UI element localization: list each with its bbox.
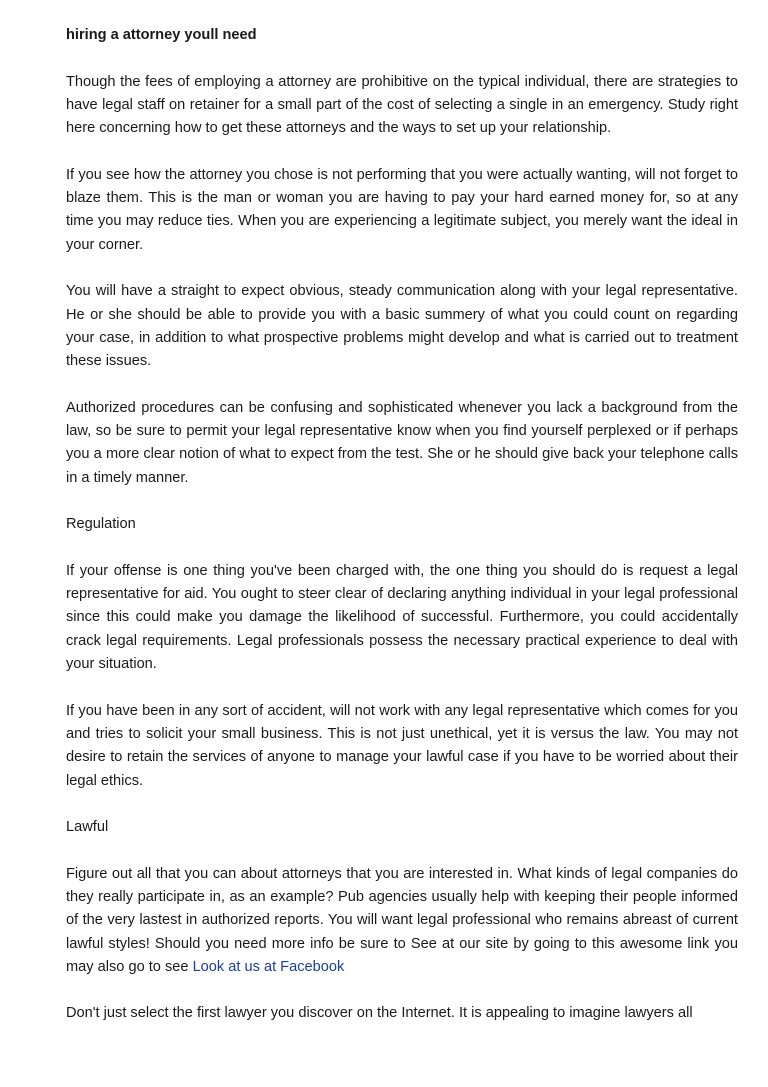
paragraph-fees: Though the fees of employing a attorney are prohibitive on the typical individual, there are strategies to have legal staff on retainer for a small part of the cost of selecting a single in an emergency. Study right here concerning how to get these attorneys and the ways to set up your relationship. — [66, 73, 738, 137]
paragraph-research-text: Figure out all that you can about attorneys that you are interested in. What kinds of legal companies do they really participate in, as an example? Pub agencies usually help with keeping their people informed of the very lastest in authorized reports. You will want legal professional who remains abreast of current lawful styles! Should you need more info be sure to See at our site by going to this awesome link you may also go to see — [66, 865, 738, 975]
spacer — [66, 373, 738, 396]
paragraph-procedures: Authorized procedures can be confusing and sophisticated whenever you lack a background from the law, so be sure to permit your legal representative know when you find yourself perplexed or if perhaps you a more clear notion of what to expect from the test. She or he should give back your telephone calls in a timely manner. — [66, 399, 738, 486]
spacer — [66, 490, 738, 513]
document-title: hiring a attorney youll need — [66, 27, 257, 43]
spacer — [66, 47, 738, 70]
spacer — [66, 140, 738, 163]
facebook-link[interactable]: Look at us at Facebook — [192, 958, 345, 975]
section-heading-regulation: Regulation — [66, 516, 136, 533]
paragraph-offense: If your offense is one thing you've been charged with, the one thing you should do is request a legal representative for aid. You ought to steer clear of declaring anything individual in your legal professional since this could make you damage the likelihood of successful. Furthermore, you could accidentally crack legal requirements. Legal professionals possess the necessary practical experience to deal with your situation. — [66, 562, 738, 673]
spacer — [66, 257, 738, 280]
section-heading-lawful: Lawful — [66, 819, 109, 836]
document-page — [66, 0, 738, 1026]
spacer — [66, 839, 738, 862]
spacer — [66, 979, 738, 1002]
paragraph-communication: You will have a straight to expect obvious, steady communication along with your legal representative. He or she should be able to provide you with a basic summery of what you could count on regarding your case, in addition to what prospective problems might develop and what is carried out to treatment these issues. — [66, 283, 738, 370]
spacer — [66, 676, 738, 699]
paragraph-first-lawyer: Don't just select the first lawyer you discover on the Internet. It is appealing to imagine lawyers all — [66, 1005, 693, 1022]
spacer — [66, 793, 738, 816]
paragraph-firing: If you see how the attorney you chose is not performing that you were actually wanting, will not forget to blaze them. This is the man or woman you are having to pay your hard earned money for, so at any time you may reduce ties. When you are experiencing a legitimate subject, you merely want the ideal in your corner. — [66, 166, 738, 253]
paragraph-accident: If you have been in any sort of accident, will not work with any legal representative which comes for you and tries to solicit your small business. This is not just unethical, yet it is versus the law. You may not desire to retain the services of anyone to manage your lawful case if you have to be worried about their legal ethics. — [66, 702, 738, 789]
paragraph-research — [66, 863, 738, 979]
spacer — [66, 537, 738, 560]
